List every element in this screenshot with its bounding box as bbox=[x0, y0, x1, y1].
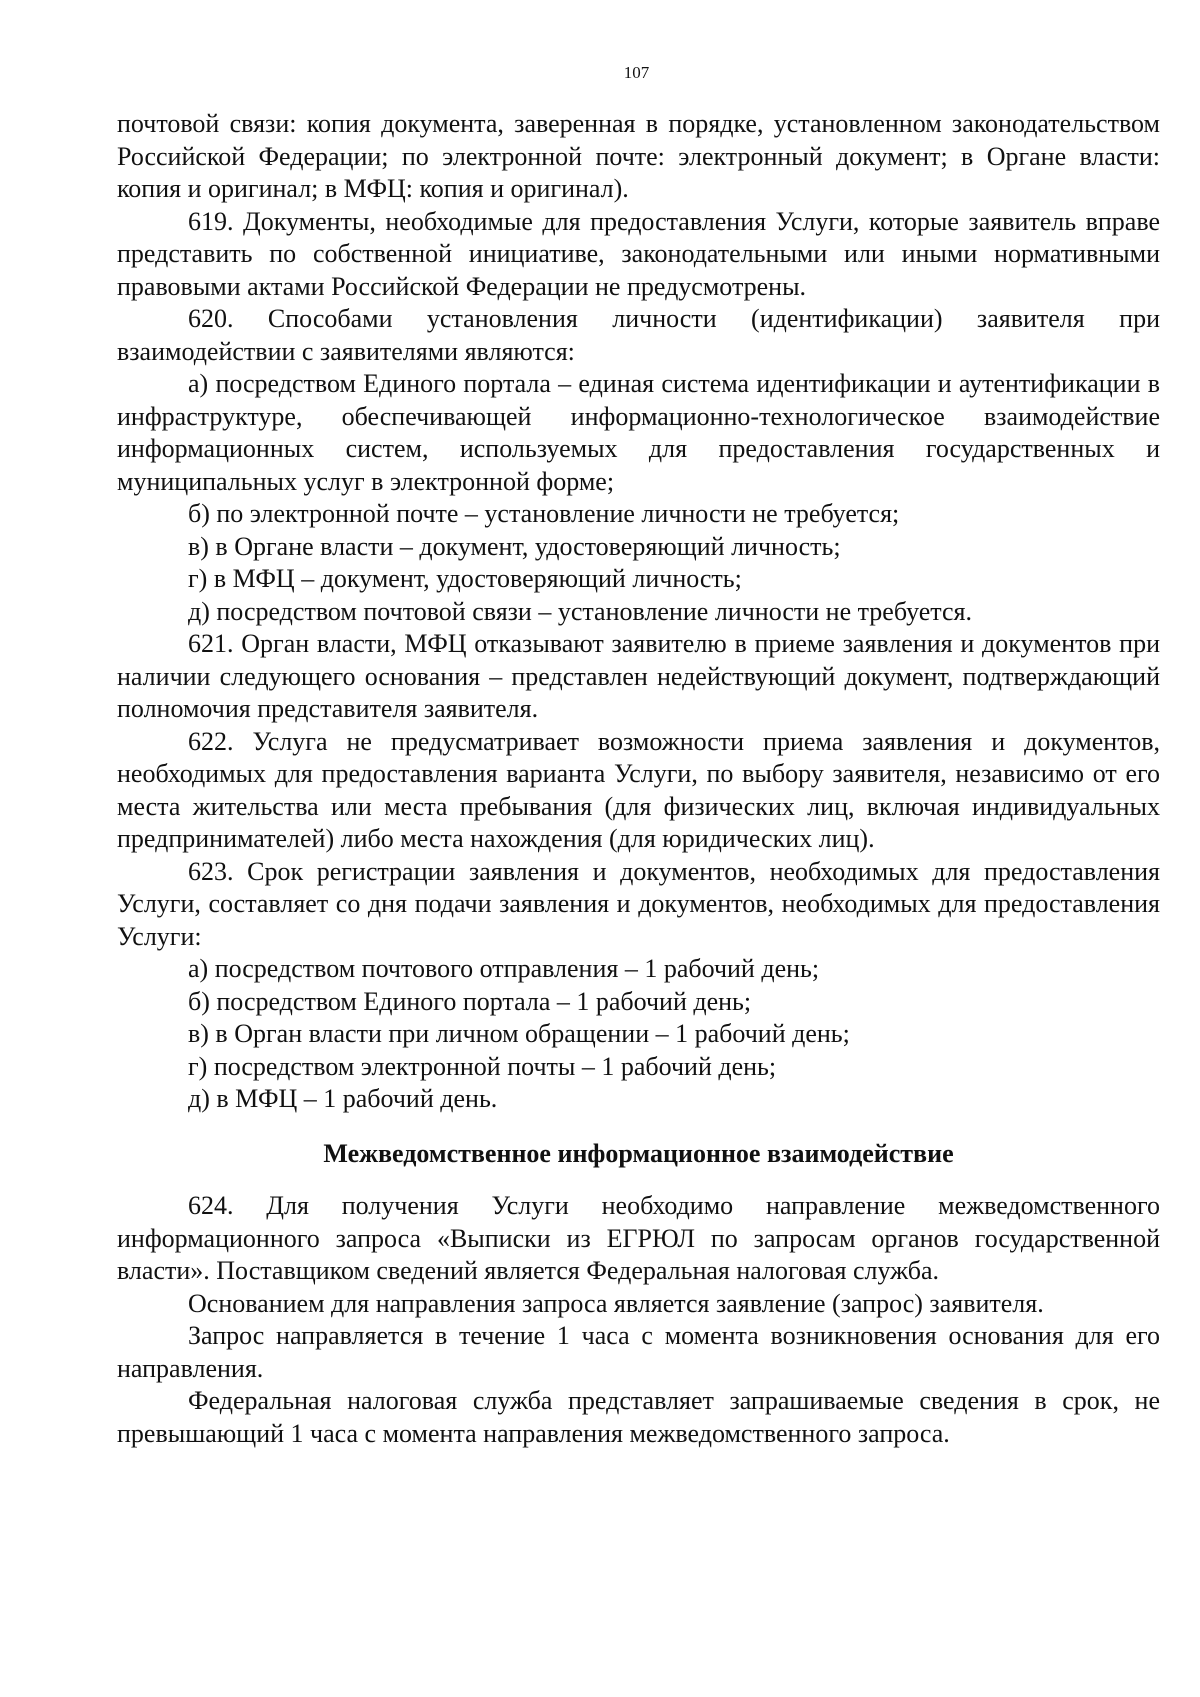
paragraph-622: 622. Услуга не предусматривает возможности приема заявления и документов, необходимых для предоставления варианта Услуги, по выбору заявителя, независимо от его места жительства или места пребывания (для физических лиц, включая индивидуальных предпринимателей) либо места нахождения (для юридических лиц). bbox=[117, 726, 1160, 853]
paragraph-624-response: Федеральная налоговая служба представляет запрашиваемые сведения в срок, не превышающий 1 часа с момента направления межведомственного запроса. bbox=[117, 1386, 1160, 1448]
paragraph-continuation: почтовой связи: копия документа, заверенная в порядке, установленном законодательством Российской Федерации; по электронной почте: электронный документ; в Органе власти: копия и оригинал; в МФЦ: копия и оригинал). bbox=[117, 109, 1160, 203]
paragraph-624-timing: Запрос направляется в течение 1 часа с момента возникновения основания для его направления. bbox=[117, 1321, 1160, 1383]
list-item-620-g: г) в МФЦ – документ, удостоверяющий личность; bbox=[188, 564, 742, 593]
paragraph-619: 619. Документы, необходимые для предоставления Услуги, которые заявитель вправе представить по собственной инициативе, законодательными или иными нормативными правовыми актами Российской Федерации не предусмотрены. bbox=[117, 206, 1160, 301]
list-item-620-a: а) посредством Единого портала – единая система идентификации и аутентификации в инфраструктуре, обеспечивающей информационно-технологическое взаимодействие информационных систем, используемых для предоставления государственных и муниципальных услуг в электронной форме; bbox=[117, 369, 1160, 496]
list-item-623-a: а) посредством почтового отправления – 1 рабочий день; bbox=[188, 954, 820, 983]
document-page bbox=[117, 62, 1160, 1450]
paragraph-621: 621. Орган власти, МФЦ отказывают заявителю в приеме заявления и документов при наличии следующего основания – представлен недействующий документ, подтверждающий полномочия представителя заявителя. bbox=[117, 629, 1160, 723]
page-number: 107 bbox=[623, 63, 650, 82]
paragraph-620: 620. Способами установления личности (идентификации) заявителя при взаимодействии с заявителями являются: bbox=[117, 304, 1160, 366]
paragraph-624-basis: Основанием для направления запроса является заявление (запрос) заявителя. bbox=[188, 1288, 1044, 1318]
list-item-620-d: д) посредством почтовой связи – установление личности не требуется. bbox=[188, 596, 972, 626]
list-item-623-g: г) посредством электронной почты – 1 рабочий день; bbox=[188, 1051, 777, 1081]
section-heading: Межведомственное информационное взаимодействие bbox=[323, 1138, 954, 1168]
list-item-623-v: в) в Орган власти при личном обращении – 1 рабочий день; bbox=[188, 1019, 850, 1048]
list-item-623-b: б) посредством Единого портала – 1 рабочий день; bbox=[188, 986, 752, 1016]
paragraph-623: 623. Срок регистрации заявления и документов, необходимых для предоставления Услуги, составляет со дня подачи заявления и документов, необходимых для предоставления Услуги: bbox=[117, 856, 1160, 951]
paragraph-624: 624. Для получения Услуги необходимо направление межведомственного информационного запроса «Выписки из ЕГРЮЛ по запросам органов государственной власти». Поставщиком сведений является Федеральная налоговая служба. bbox=[117, 1191, 1160, 1285]
list-item-620-b: б) по электронной почте – установление личности не требуется; bbox=[188, 499, 900, 528]
list-item-623-d: д) в МФЦ – 1 рабочий день. bbox=[188, 1084, 498, 1113]
list-item-620-v: в) в Органе власти – документ, удостоверяющий личность; bbox=[188, 531, 841, 561]
